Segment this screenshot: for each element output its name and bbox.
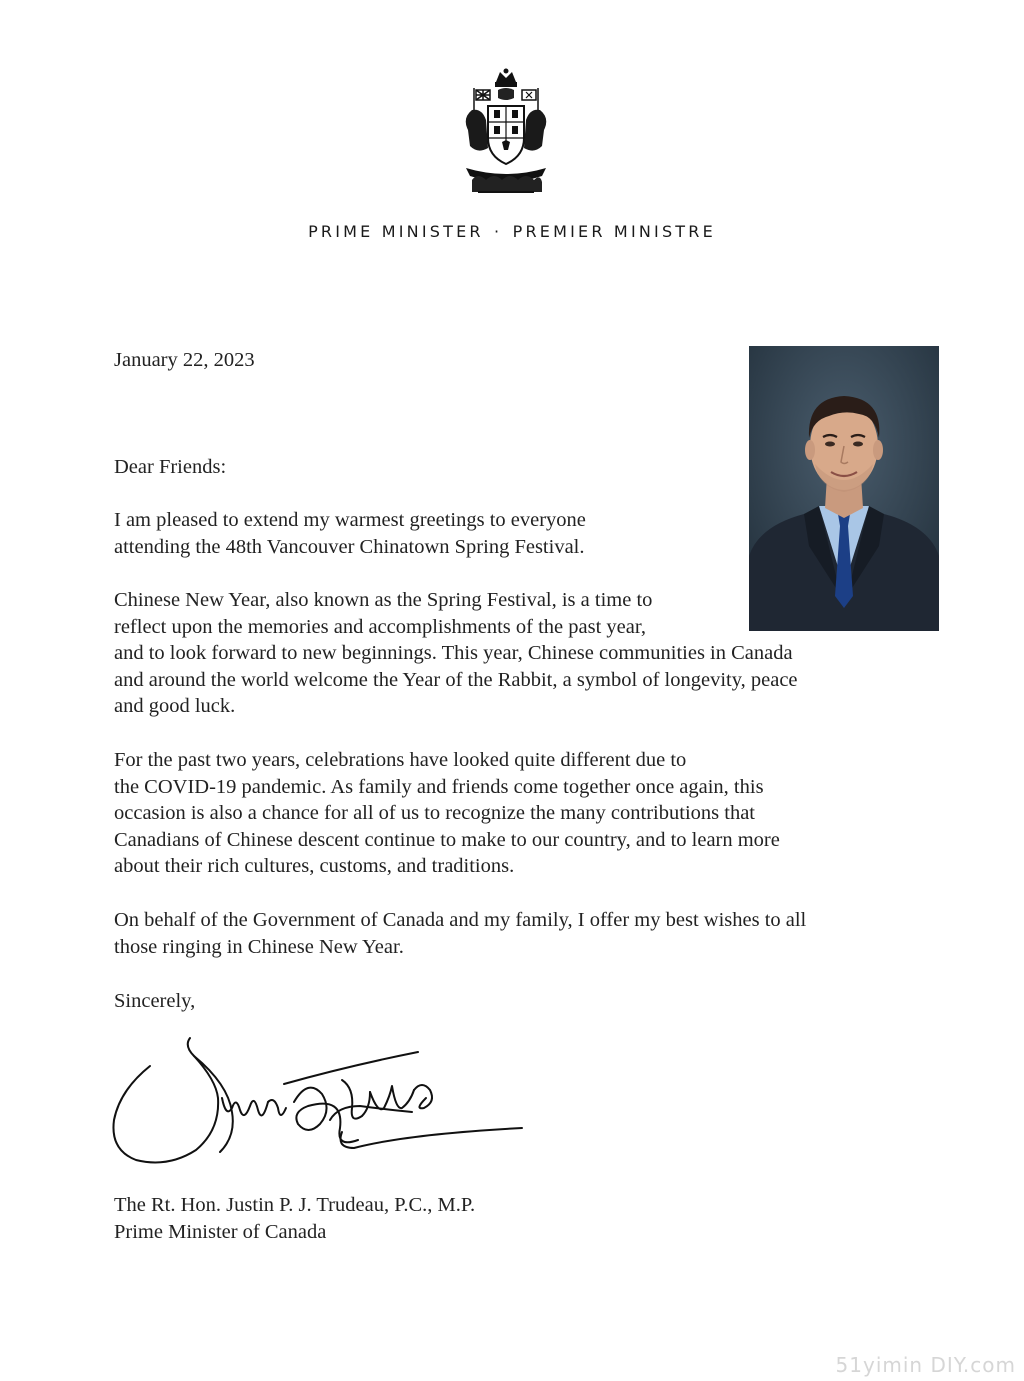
letter-date: January 22, 2023 [114,349,255,371]
letterhead-title-en: PRIME MINISTER [308,222,484,241]
paragraph-line: the COVID-19 pandemic. As family and friends come together once again, this [114,775,764,798]
paragraph-line: occasion is also a chance for all of us to recognize the many contributions that [114,802,755,824]
signature-image [108,1036,528,1166]
signer-name: The Rt. Hon. Justin P. J. Trudeau, P.C., M.P. [114,1194,476,1216]
paragraph-line: about their rich cultures, customs, and traditions. [114,855,515,877]
salutation: Dear Friends: [114,456,227,478]
signer-title: Prime Minister of Canada [114,1220,327,1243]
paragraph-line: I am pleased to extend my warmest greetings to everyone [114,509,586,531]
paragraph-line: reflect upon the memories and accomplishments of the past year, [114,615,646,638]
paragraph-line: On behalf of the Government of Canada and my family, I offer my best wishes to all [114,909,807,931]
paragraph-line: and around the world welcome the Year of the Rabbit, a symbol of longevity, peace [114,668,798,691]
paragraph-line: attending the 48th Vancouver Chinatown Spring Festival. [114,535,585,558]
letterhead-title-fr: PREMIER MINISTRE [512,222,716,241]
paragraph-line: and good luck. [114,695,236,717]
paragraph-line: those ringing in Chinese New Year. [114,935,404,958]
paragraph-line: Chinese New Year, also known as the Spring Festival, is a time to [114,589,653,611]
paragraph-2 [114,587,798,720]
letterhead-separator: · [494,222,503,241]
signer-block [114,1192,475,1245]
letterhead [0,222,1024,241]
coat-of-arms-icon [458,68,554,196]
paragraph-line: and to look forward to new beginnings. This year, Chinese communities in Canada [114,642,793,664]
paragraph-4 [114,907,806,960]
paragraph-line: Canadians of Chinese descent continue to make to our country, and to learn more [114,828,780,851]
paragraph-1 [114,507,586,560]
paragraph-3 [114,747,780,880]
paragraph-line: For the past two years, celebrations have looked quite different due to [114,749,687,771]
closing: Sincerely, [114,990,196,1012]
watermark: 51yimin DIY.com [835,1353,1016,1377]
